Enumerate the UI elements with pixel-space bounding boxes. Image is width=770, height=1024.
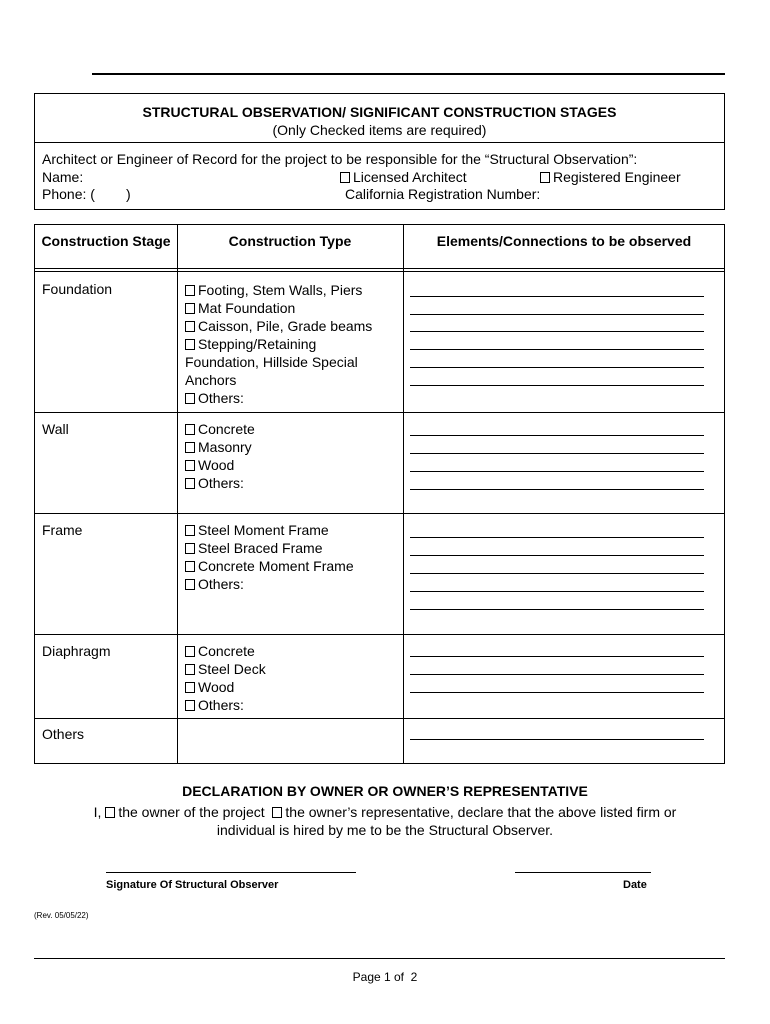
header-row-divider-2	[34, 271, 725, 272]
header-elements: Elements/Connections to be observed	[436, 233, 692, 249]
engineer-intro: Architect or Engineer of Record for the project to be responsible for the “Structural Observation”:	[42, 151, 638, 167]
option-wall-wood[interactable]: Wood	[185, 456, 400, 474]
form-subtitle: (Only Checked items are required)	[272, 122, 487, 138]
date-label: Date	[623, 879, 647, 891]
wall-types	[185, 420, 400, 492]
checkbox-icon[interactable]	[185, 664, 195, 675]
diaphragm-types	[185, 642, 400, 714]
phone-label: Phone: ( )	[42, 186, 131, 202]
checkbox-icon[interactable]	[185, 303, 195, 314]
header-title-box	[34, 93, 725, 143]
checkbox-icon[interactable]	[185, 285, 195, 296]
checkbox-icon[interactable]	[185, 460, 195, 471]
declaration-line-1: I, the owner of the project the owner’s representative, declare that the above listed firm or	[93, 804, 677, 820]
option-frame-others[interactable]: Others:	[185, 575, 400, 593]
checkbox-icon[interactable]	[185, 393, 195, 404]
observation-line[interactable]	[410, 739, 704, 740]
observation-line[interactable]	[410, 656, 704, 657]
option-caisson[interactable]: Caisson, Pile, Grade beams	[185, 317, 400, 335]
header-construction-type: Construction Type	[228, 233, 352, 249]
checkbox-icon[interactable]	[185, 682, 195, 693]
registered-engineer-option[interactable]: Registered Engineer	[540, 168, 681, 186]
checkbox-icon[interactable]	[185, 543, 195, 554]
declaration-title: DECLARATION BY OWNER OR OWNER’S REPRESENTATIVE	[182, 783, 588, 799]
stage-foundation: Foundation	[42, 281, 113, 297]
option-foundation-others[interactable]: Others:	[185, 389, 400, 407]
frame-types	[185, 521, 400, 593]
option-footing[interactable]: Footing, Stem Walls, Piers	[185, 281, 400, 299]
page-number: Page 1 of 2	[352, 970, 418, 984]
footer-rule	[34, 958, 725, 959]
option-diaphragm-concrete[interactable]: Concrete	[185, 642, 400, 660]
foundation-types	[185, 281, 400, 407]
observation-line[interactable]	[410, 537, 704, 538]
checkbox-icon[interactable]	[340, 172, 350, 183]
option-concrete-moment-frame[interactable]: Concrete Moment Frame	[185, 557, 400, 575]
option-diaphragm-wood[interactable]: Wood	[185, 678, 400, 696]
option-wall-masonry[interactable]: Masonry	[185, 438, 400, 456]
checkbox-icon[interactable]	[185, 321, 195, 332]
registration-label: California Registration Number:	[345, 186, 541, 202]
observation-line[interactable]	[410, 573, 704, 574]
header-construction-stage: Construction Stage	[41, 233, 171, 249]
stage-wall: Wall	[42, 421, 69, 437]
checkbox-icon[interactable]	[185, 579, 195, 590]
stage-diaphragm: Diaphragm	[42, 643, 111, 659]
observation-line[interactable]	[410, 296, 704, 297]
date-line[interactable]	[515, 872, 651, 873]
declaration-line-2: individual is hired by me to be the Structural Observer.	[216, 822, 554, 838]
signature-label: Signature Of Structural Observer	[106, 879, 279, 891]
checkbox-icon[interactable]	[185, 561, 195, 572]
observation-line[interactable]	[410, 692, 704, 693]
option-diaphragm-others[interactable]: Others:	[185, 696, 400, 714]
option-mat-foundation[interactable]: Mat Foundation	[185, 299, 400, 317]
observation-line[interactable]	[410, 591, 704, 592]
checkbox-icon[interactable]	[185, 646, 195, 657]
option-wall-others[interactable]: Others:	[185, 474, 400, 492]
engineer-info-box	[34, 142, 725, 210]
stage-others: Others	[42, 726, 85, 742]
name-label: Name:	[42, 169, 84, 185]
option-steel-moment-frame[interactable]: Steel Moment Frame	[185, 521, 400, 539]
row-divider	[34, 412, 725, 413]
checkbox-icon[interactable]	[540, 172, 550, 183]
observation-line[interactable]	[410, 674, 704, 675]
option-steel-braced-frame[interactable]: Steel Braced Frame	[185, 539, 400, 557]
option-wall-concrete[interactable]: Concrete	[185, 420, 400, 438]
observation-line[interactable]	[410, 314, 704, 315]
row-divider	[34, 513, 725, 514]
observation-line[interactable]	[410, 453, 704, 454]
checkbox-icon[interactable]	[185, 424, 195, 435]
col-divider-1	[177, 224, 178, 764]
checkbox-icon[interactable]	[185, 442, 195, 453]
observation-line[interactable]	[410, 367, 704, 368]
checkbox-icon[interactable]	[185, 478, 195, 489]
observation-line[interactable]	[410, 385, 704, 386]
checkbox-icon[interactable]	[185, 525, 195, 536]
signature-line[interactable]	[106, 872, 356, 873]
row-divider	[34, 634, 725, 635]
observation-line[interactable]	[410, 555, 704, 556]
observation-line[interactable]	[410, 489, 704, 490]
col-divider-2	[403, 224, 404, 764]
checkbox-icon[interactable]	[185, 339, 195, 350]
checkbox-icon[interactable]	[185, 700, 195, 711]
top-rule	[92, 73, 725, 75]
header-row-divider	[34, 268, 725, 269]
option-diaphragm-steel-deck[interactable]: Steel Deck	[185, 660, 400, 678]
observation-line[interactable]	[410, 609, 704, 610]
revision-label: (Rev. 05/05/22)	[34, 911, 89, 920]
form-title: STRUCTURAL OBSERVATION/ SIGNIFICANT CONSTRUCTION STAGES	[142, 104, 617, 120]
observation-line[interactable]	[410, 349, 704, 350]
option-stepping[interactable]: Stepping/Retaining Foundation, Hillside Special Anchors	[185, 336, 358, 388]
representative-checkbox-icon[interactable]	[272, 807, 282, 818]
stage-frame: Frame	[42, 522, 83, 538]
row-divider	[34, 718, 725, 719]
observation-line[interactable]	[410, 331, 704, 332]
licensed-architect-option[interactable]: Licensed Architect	[340, 168, 467, 186]
observation-line[interactable]	[410, 471, 704, 472]
observation-line[interactable]	[410, 435, 704, 436]
owner-checkbox-icon[interactable]	[105, 807, 115, 818]
